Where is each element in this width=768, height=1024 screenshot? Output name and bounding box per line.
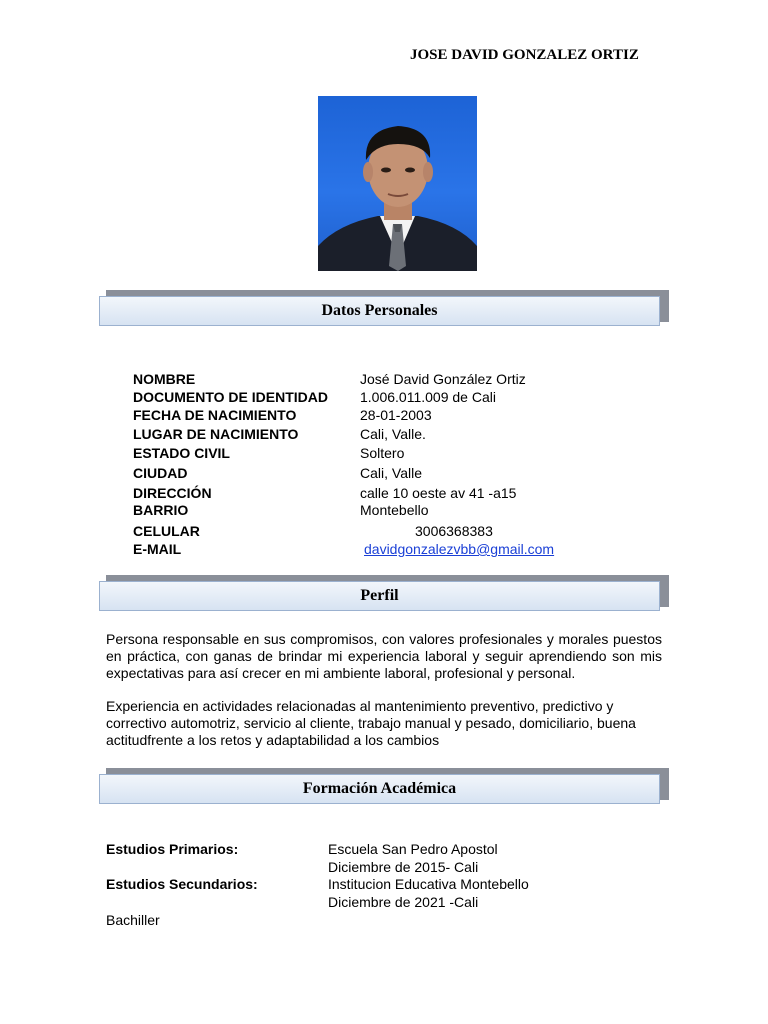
field-label: E-MAIL bbox=[133, 541, 182, 557]
section-personal-data bbox=[99, 290, 669, 326]
secondary-studies-label: Estudios Secundarios: bbox=[106, 876, 258, 892]
secondary-school: Institucion Educativa Montebello bbox=[328, 876, 529, 892]
field-label: FECHA DE NACIMIENTO bbox=[133, 407, 297, 423]
field-value: Cali, Valle bbox=[360, 465, 422, 481]
profile-paragraph: Persona responsable en sus compromisos, con valores profesionales y morales puestos en práctica, con ganas de brindar mi experiencia laboral y seguir aprendiendo son mis expectativas para así crecer en mi ambiente laboral, profesional y personal. bbox=[106, 631, 662, 681]
field-label: DOCUMENTO DE IDENTIDAD bbox=[133, 389, 328, 405]
field-value: Cali, Valle. bbox=[360, 426, 426, 442]
portrait-image bbox=[318, 96, 477, 271]
section-title: Formación Académica bbox=[99, 774, 660, 804]
primary-studies-label: Estudios Primarios: bbox=[106, 841, 239, 857]
field-label: NOMBRE bbox=[133, 371, 196, 387]
email-link[interactable]: davidgonzalezvbb@gmail.com bbox=[364, 541, 555, 557]
field-value: 1.006.011.009 de Cali bbox=[360, 389, 496, 405]
field-label: CELULAR bbox=[133, 523, 200, 539]
profile-photo bbox=[318, 96, 477, 271]
field-label: CIUDAD bbox=[133, 465, 188, 481]
field-label: DIRECCIÓN bbox=[133, 485, 212, 501]
secondary-date: Diciembre de 2021 -Cali bbox=[328, 894, 479, 910]
field-label: LUGAR DE NACIMIENTO bbox=[133, 426, 299, 442]
experience-paragraph: Experiencia en actividades relacionadas al mantenimiento preventivo, predictivo y correctivo automotriz, servicio al cliente, trabajo manual y pesado, domiciliario, buena actitudfrente a los retos y adaptabilidad a los cambios bbox=[106, 698, 636, 748]
field-label: ESTADO CIVIL bbox=[133, 445, 230, 461]
section-education bbox=[99, 768, 669, 804]
resume-name-header: JOSE DAVID GONZALEZ ORTIZ bbox=[410, 47, 639, 63]
field-value: Soltero bbox=[360, 445, 405, 461]
field-label: BARRIO bbox=[133, 502, 189, 518]
field-value: José David González Ortiz bbox=[360, 371, 526, 387]
field-value: 3006368383 bbox=[415, 523, 493, 539]
primary-school: Escuela San Pedro Apostol bbox=[328, 841, 498, 857]
field-value: 28-01-2003 bbox=[360, 407, 432, 423]
field-value: calle 10 oeste av 41 -a15 bbox=[360, 485, 517, 501]
primary-date: Diciembre de 2015- Cali bbox=[328, 859, 479, 875]
field-value: Montebello bbox=[360, 502, 429, 518]
section-profile bbox=[99, 575, 669, 611]
degree-title: Bachiller bbox=[106, 912, 160, 928]
section-title: Perfil bbox=[99, 581, 660, 611]
section-title: Datos Personales bbox=[99, 296, 660, 326]
